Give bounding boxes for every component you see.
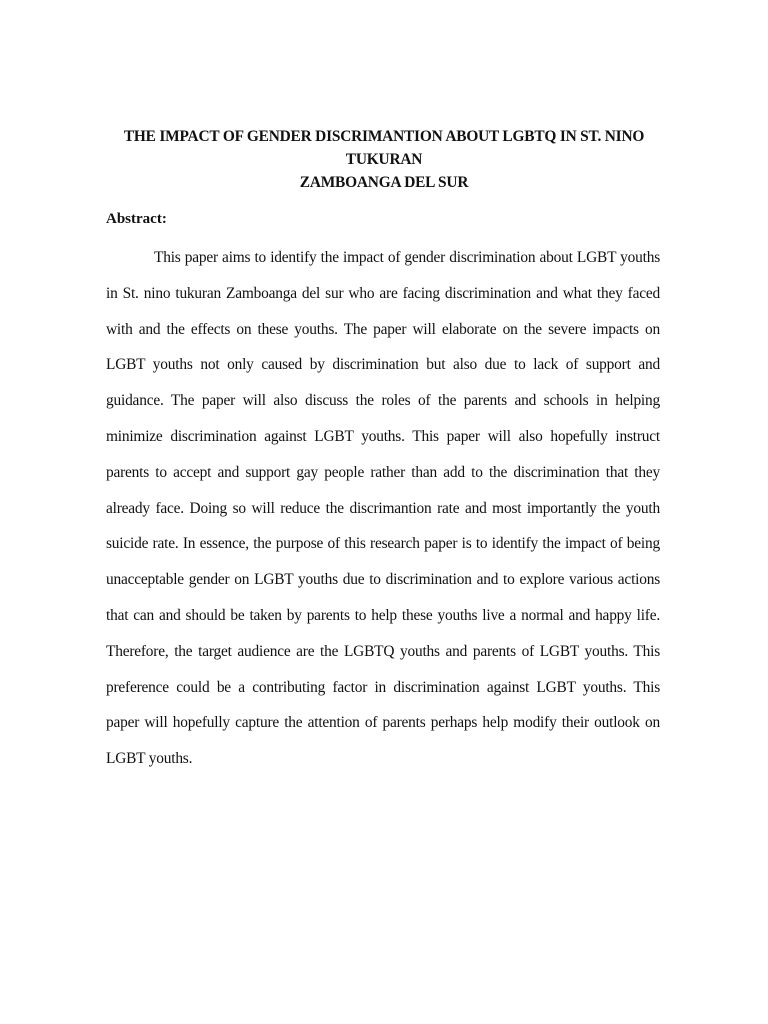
abstract-heading: Abstract: — [106, 211, 167, 227]
abstract-line: in St. nino tukuran Zamboanga del sur who are facing discrimination and what they faced — [106, 284, 660, 302]
abstract-line: with and the effects on these youths. The paper will elaborate on the severe impacts on — [106, 320, 660, 338]
document-title — [96, 125, 672, 194]
abstract-line: parents to accept and support gay people rather than add to the discrimination that they — [106, 463, 660, 481]
abstract-line: already face. Doing so will reduce the discrimantion rate and most importantly the youth — [106, 499, 660, 517]
abstract-line: This paper aims to identify the impact of gender discrimination about LGBT youths — [154, 249, 660, 266]
abstract-line: preference could be a contributing factor in discrimination against LGBT youths. This — [106, 678, 660, 696]
abstract-line: LGBT youths not only caused by discrimination but also due to lack of support and — [106, 356, 660, 374]
abstract-line: minimize discrimination against LGBT youths. This paper will also hopefully instruct — [106, 427, 660, 445]
abstract-line: that can and should be taken by parents to help these youths live a normal and happy life. — [106, 606, 660, 624]
abstract-line: Therefore, the target audience are the LGBTQ youths and parents of LGBT youths. This — [106, 642, 660, 660]
abstract-paragraph — [106, 240, 660, 777]
abstract-line: unacceptable gender on LGBT youths due to discrimination and to explore various actions — [106, 571, 660, 589]
abstract-line: guidance. The paper will also discuss the roles of the parents and schools in helping — [106, 392, 660, 410]
abstract-line: LGBT youths. — [106, 750, 193, 768]
abstract-line: paper will hopefully capture the attention of parents perhaps help modify their outlook on — [106, 714, 660, 732]
title-line-2: ZAMBOANGA DEL SUR — [299, 174, 469, 191]
abstract-line: suicide rate. In essence, the purpose of this research paper is to identify the impact of being — [106, 535, 660, 553]
title-line-1: THE IMPACT OF GENDER DISCRIMANTION ABOUT LGBTQ IN ST. NINO TUKURAN — [123, 128, 645, 168]
